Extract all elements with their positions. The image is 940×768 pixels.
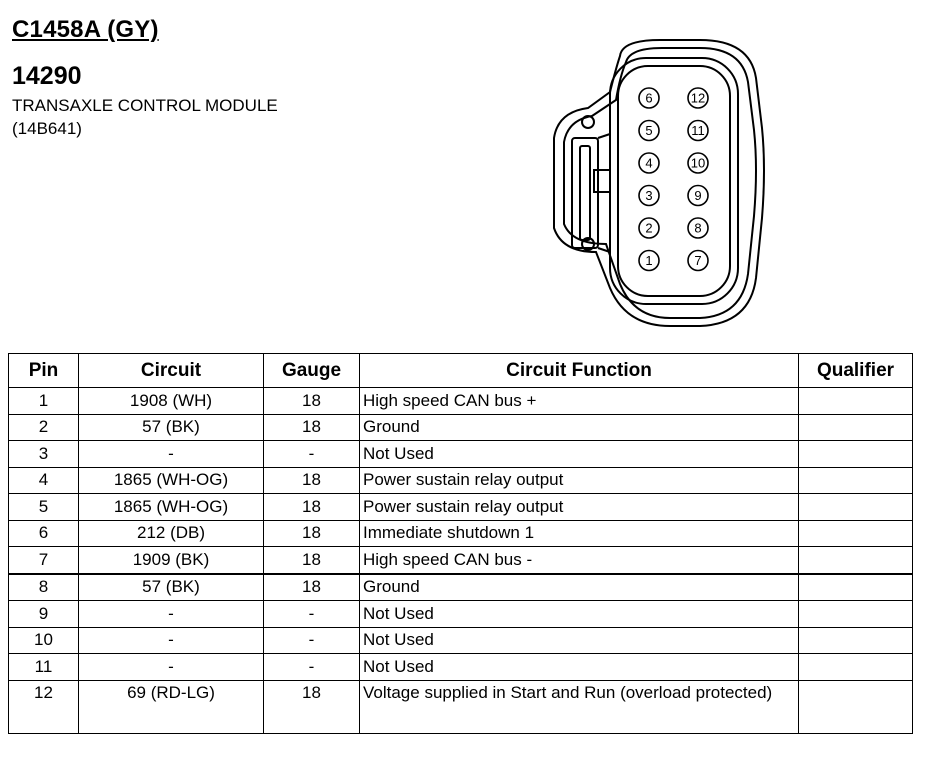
cell-gauge: - <box>264 654 360 681</box>
cell-qualifier <box>799 388 913 415</box>
cell-function: Immediate shutdown 1 <box>360 520 799 547</box>
pin-number-label: 6 <box>645 90 653 106</box>
table-row <box>9 627 913 654</box>
connector-face-diagram <box>550 38 770 330</box>
cell-function: Not Used <box>360 654 799 681</box>
cell-function: Not Used <box>360 601 799 628</box>
cell-circuit: 1908 (WH) <box>79 388 264 415</box>
cell-qualifier <box>799 494 913 521</box>
column-header-gauge: Gauge <box>264 354 360 388</box>
cell-gauge: - <box>264 601 360 628</box>
cell-function: Ground <box>360 414 799 441</box>
column-header-pin: Pin <box>9 354 79 388</box>
cell-qualifier <box>799 654 913 681</box>
cell-circuit: - <box>79 441 264 468</box>
table-row <box>9 547 913 574</box>
cell-pin: 5 <box>9 494 79 521</box>
cell-pin: 9 <box>9 601 79 628</box>
cell-circuit: - <box>79 627 264 654</box>
connector-cavity <box>610 58 738 304</box>
cell-circuit: 1909 (BK) <box>79 547 264 574</box>
cell-circuit: 212 (DB) <box>79 520 264 547</box>
pin-number-label: 11 <box>691 123 705 138</box>
table-row <box>9 574 913 601</box>
cell-qualifier <box>799 627 913 654</box>
cell-function: Power sustain relay output <box>360 494 799 521</box>
table-row <box>9 654 913 681</box>
cell-gauge: 18 <box>264 520 360 547</box>
table-row <box>9 494 913 521</box>
cell-pin: 11 <box>9 654 79 681</box>
module-code: (14B641) <box>12 119 82 138</box>
pin-number-label: 10 <box>690 155 706 171</box>
cell-function: Ground <box>360 574 799 601</box>
cell-gauge: 18 <box>264 574 360 601</box>
cell-gauge: 18 <box>264 467 360 494</box>
cell-circuit: 69 (RD-LG) <box>79 680 264 733</box>
cell-function: Not Used <box>360 627 799 654</box>
table-row <box>9 388 913 415</box>
cell-pin: 3 <box>9 441 79 468</box>
cell-gauge: 18 <box>264 547 360 574</box>
pinout-table <box>8 353 913 734</box>
part-number: 14290 <box>12 62 82 90</box>
table-row <box>9 601 913 628</box>
cell-gauge: - <box>264 627 360 654</box>
pinout-table-body <box>9 388 913 734</box>
cell-pin: 10 <box>9 627 79 654</box>
cell-function: Voltage supplied in Start and Run (overload protected) <box>360 680 799 733</box>
pin-number-label: 5 <box>645 123 653 138</box>
table-row <box>9 441 913 468</box>
cell-function: High speed CAN bus - <box>360 547 799 574</box>
pin-number-label: 1 <box>645 253 653 268</box>
pin-number-label: 2 <box>645 220 653 236</box>
cell-function: Power sustain relay output <box>360 467 799 494</box>
cell-function: Not Used <box>360 441 799 468</box>
pin-number-label: 3 <box>645 188 653 203</box>
cell-qualifier <box>799 601 913 628</box>
column-header-function: Circuit Function <box>360 354 799 388</box>
cell-qualifier <box>799 520 913 547</box>
cell-qualifier <box>799 680 913 733</box>
table-row <box>9 680 913 733</box>
cell-gauge: 18 <box>264 680 360 733</box>
cell-function: High speed CAN bus + <box>360 388 799 415</box>
pin-number-label: 4 <box>645 155 653 171</box>
cell-pin: 6 <box>9 520 79 547</box>
connector-outer-housing <box>554 40 764 326</box>
cell-gauge: 18 <box>264 414 360 441</box>
cell-qualifier <box>799 467 913 494</box>
pin-number-label: 8 <box>694 220 702 236</box>
column-header-circuit: Circuit <box>79 354 264 388</box>
cell-pin: 4 <box>9 467 79 494</box>
table-row <box>9 520 913 547</box>
cell-qualifier <box>799 414 913 441</box>
cell-gauge: - <box>264 441 360 468</box>
connector-title: C1458A (GY) <box>12 16 159 43</box>
module-name: TRANSAXLE CONTROL MODULE <box>12 96 278 115</box>
cell-pin: 1 <box>9 388 79 415</box>
pin-number-label: 12 <box>690 90 706 106</box>
cell-pin: 2 <box>9 414 79 441</box>
cell-qualifier <box>799 441 913 468</box>
table-header-row <box>9 354 913 388</box>
pin-number-label: 9 <box>694 188 702 203</box>
cell-qualifier <box>799 547 913 574</box>
cell-circuit: - <box>79 601 264 628</box>
column-header-qualifier: Qualifier <box>799 354 913 388</box>
cell-gauge: 18 <box>264 388 360 415</box>
table-row <box>9 467 913 494</box>
cell-gauge: 18 <box>264 494 360 521</box>
cell-circuit: 57 (BK) <box>79 414 264 441</box>
pin-markers <box>639 88 708 271</box>
cell-circuit: 1865 (WH-OG) <box>79 467 264 494</box>
cell-circuit: - <box>79 654 264 681</box>
pin-numbers <box>645 91 705 269</box>
cell-pin: 12 <box>9 680 79 733</box>
cell-pin: 7 <box>9 547 79 574</box>
table-row <box>9 414 913 441</box>
cell-pin: 8 <box>9 574 79 601</box>
cell-circuit: 1865 (WH-OG) <box>79 494 264 521</box>
pin-number-label: 7 <box>694 253 702 268</box>
cell-qualifier <box>799 574 913 601</box>
cell-circuit: 57 (BK) <box>79 574 264 601</box>
